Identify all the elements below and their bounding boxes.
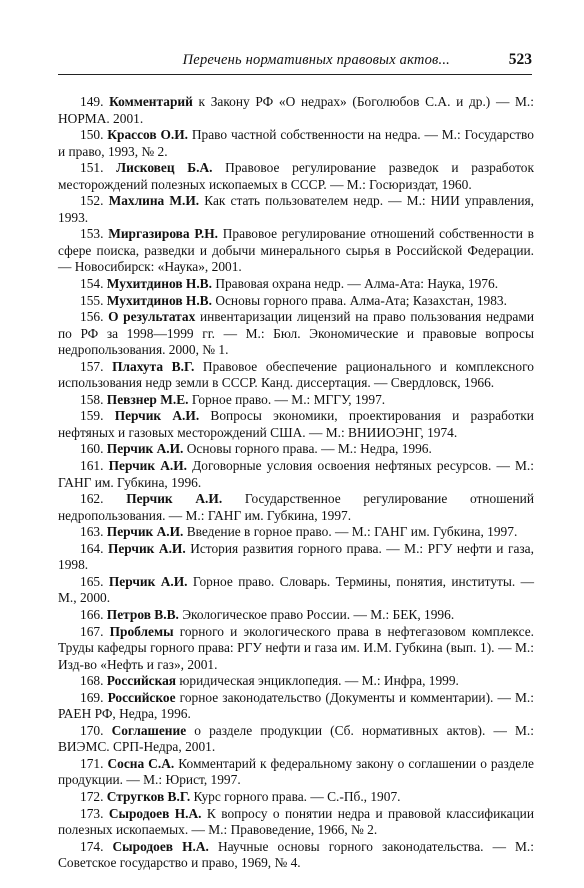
reference-text: Договорные условия освоения нефтяных ресурсов. — М.: ГАНГ им. Губкина, 1996. (58, 458, 535, 490)
reference-number: 167. (80, 623, 104, 639)
reference-number: 156. (80, 309, 104, 325)
reference-author: Махлина М.И. (108, 193, 200, 209)
reference-entry (58, 806, 534, 839)
reference-number: 168. (80, 673, 104, 689)
reference-author: Лисковец Б.А. (116, 160, 213, 176)
reference-entry (58, 789, 534, 806)
reference-entry (58, 160, 534, 193)
reference-entry (58, 624, 534, 674)
reference-text: Основы горного права. — М.: Недра, 1996. (183, 441, 432, 457)
reference-number: 155. (80, 292, 104, 308)
reference-text: Правовое обеспечение рационального и комплексного использования недр земли в СССР. Канд. диссертация. — Свердловск, 1966. (58, 358, 534, 391)
reference-entry (58, 193, 534, 226)
reference-entry (58, 94, 534, 127)
reference-entry (58, 276, 534, 293)
page-number: 523 (508, 51, 532, 68)
reference-text: горного и экологического права в нефтегазовом комплексе. Труды кафедры горного права: РГУ нефти и газа им. И.М. Губкина (вып. 1). — М.: Изд-во «Нефть и газ», 2001. (58, 623, 534, 672)
reference-number: 163. (80, 524, 104, 540)
reference-entry (58, 309, 534, 359)
reference-author: Певзнер М.Е. (106, 391, 189, 407)
reference-number: 164. (80, 540, 104, 556)
reference-number: 159. (80, 408, 104, 424)
reference-number: 171. (80, 755, 104, 771)
reference-text: Курс горного права. — С.-Пб., 1907. (190, 788, 401, 804)
reference-text: к Закону РФ «О недрах» (Боголюбов С.А. и др.) — М.: НОРМА. 2001. (58, 94, 534, 126)
reference-entry (58, 839, 534, 872)
reference-author: Перчик А.И. (108, 458, 187, 474)
reference-author: Мухитдинов Н.В. (106, 276, 212, 292)
reference-number: 173. (80, 805, 104, 821)
reference-entry (58, 723, 534, 756)
reference-text: К вопросу о понятии недра и правовой классификации полезных ископаемых. — М.: Правоведение, 1966, № 2. (58, 805, 535, 838)
reference-entry (58, 293, 534, 310)
reference-entry (58, 607, 534, 624)
reference-entry (58, 541, 534, 574)
reference-number: 172. (80, 788, 104, 804)
reference-text: горное законодательство (Документы и комментарии). — М.: РАЕН РФ, Недра, 1996. (58, 689, 534, 722)
reference-number: 157. (80, 358, 104, 374)
reference-author: О результатах (108, 309, 196, 325)
reference-author: Проблемы (109, 623, 174, 639)
reference-number: 161. (80, 458, 104, 474)
reference-text: Горное право. Словарь. Термины, понятия, институты. — М., 2000. (58, 573, 535, 606)
reference-author: Перчик А.И. (107, 540, 186, 556)
reference-text: Горное право. — М.: МГГУ, 1997. (188, 391, 386, 407)
reference-author: Перчик А.И. (106, 524, 184, 540)
reference-text: Основы горного права. Алма-Ата; Казахстан, 1983. (211, 292, 507, 308)
reference-author: Сосна С.А. (107, 755, 175, 771)
reference-entry (58, 127, 534, 160)
reference-entry (58, 673, 534, 690)
reference-text: Научные основы горного законодательства. — М.: Советское государство и право, 1969, № 4. (58, 838, 534, 871)
reference-entry (58, 359, 534, 392)
reference-number: 169. (80, 689, 104, 705)
reference-number: 153. (80, 226, 104, 242)
reference-text: Экологическое право России. — М.: БЕК, 1996. (178, 606, 455, 622)
running-title: Перечень нормативных правовых актов... (182, 52, 450, 68)
reference-entry (58, 458, 534, 491)
reference-number: 160. (80, 441, 104, 457)
reference-author: Перчик А.И. (126, 491, 223, 507)
reference-entry (58, 441, 534, 458)
reference-text: Вопросы экономики, проектирования и разработки нефтяных и газовых месторождений США. — М.: ВНИИОЭНГ, 1974. (58, 408, 534, 440)
reference-entry (58, 690, 534, 723)
reference-text: Как стать пользователем недр. — М.: НИИ управления, 1993. (58, 193, 534, 225)
reference-author: Российская (106, 673, 177, 689)
reference-entry (58, 226, 534, 276)
reference-author: Российское (107, 689, 176, 705)
reference-number: 149. (80, 94, 104, 109)
reference-text: Введение в горное право. — М.: ГАНГ им. Губкина, 1997. (183, 524, 518, 540)
running-header (58, 52, 532, 75)
reference-text: История развития горного права. — М.: РГУ нефти и газа, 1998. (58, 540, 534, 573)
reference-number: 174. (80, 838, 104, 854)
reference-entry (58, 574, 534, 607)
reference-text: Правовое регулирование отношений собственности в сфере поиска, разведки и добычи минерального сырья в Российской Федерации. — Новосибирск: «Наука», 2001. (58, 226, 534, 275)
reference-author: Перчик А.И. (106, 441, 184, 457)
reference-entry (58, 524, 534, 541)
reference-number: 154. (80, 276, 104, 292)
reference-text: о разделе продукции (Сб. нормативных актов). — М.: ВИЭМС. СРП-Недра, 2001. (58, 722, 534, 755)
reference-author: Миргазирова Р.Н. (108, 226, 218, 242)
reference-number: 162. (80, 491, 104, 507)
reference-entry (58, 491, 534, 524)
reference-author: Сыродоев Н.А. (108, 805, 202, 821)
reference-text: Комментарий к федеральному закону о соглашении о разделе продукции. — М.: Юрист, 1997. (58, 755, 534, 788)
reference-author: Стругков В.Г. (106, 788, 191, 804)
reference-entry (58, 408, 534, 441)
reference-number: 170. (80, 722, 104, 738)
reference-author: Мухитдинов Н.В. (106, 292, 212, 308)
reference-author: Соглашение (111, 722, 187, 738)
reference-number: 165. (80, 573, 104, 589)
reference-number: 150. (80, 127, 104, 143)
reference-text: юридическая энциклопедия. — М.: Инфра, 1999. (176, 673, 459, 689)
reference-author: Крассов О.И. (107, 127, 189, 143)
reference-text: Правовое регулирование разведок и разработок месторождений полезных ископаемых в СССР. — М.: Госюриздат, 1960. (58, 160, 534, 192)
reference-text: Право частной собственности на недра. — М.: Государство и право, 1993, № 2. (58, 127, 534, 159)
reference-number: 158. (80, 391, 104, 407)
reference-author: Комментарий (109, 94, 193, 109)
reference-text: инвентаризации лицензий на право пользования недрами по РФ за 1998—1999 гг. — М.: Бюл. Экономические и правовые вопросы недропользования. 2000, № 1. (58, 309, 534, 358)
reference-number: 166. (80, 606, 104, 622)
reference-author: Плахута В.Г. (112, 358, 195, 374)
reference-author: Перчик А.И. (114, 408, 200, 424)
reference-text: Правовая охрана недр. — Алма-Ата: Наука, 1976. (211, 276, 499, 292)
reference-number: 152. (80, 193, 104, 209)
reference-author: Петров В.В. (106, 606, 179, 622)
reference-list (58, 94, 534, 872)
reference-author: Сыродоев Н.А. (112, 838, 209, 854)
reference-text: Государственное регулирование отношений недропользования. — М.: ГАНГ им. Губкина, 1997. (58, 491, 534, 523)
reference-author: Перчик А.И. (108, 573, 188, 589)
reference-number: 151. (80, 160, 104, 176)
reference-entry (58, 392, 534, 409)
reference-entry (58, 756, 534, 789)
